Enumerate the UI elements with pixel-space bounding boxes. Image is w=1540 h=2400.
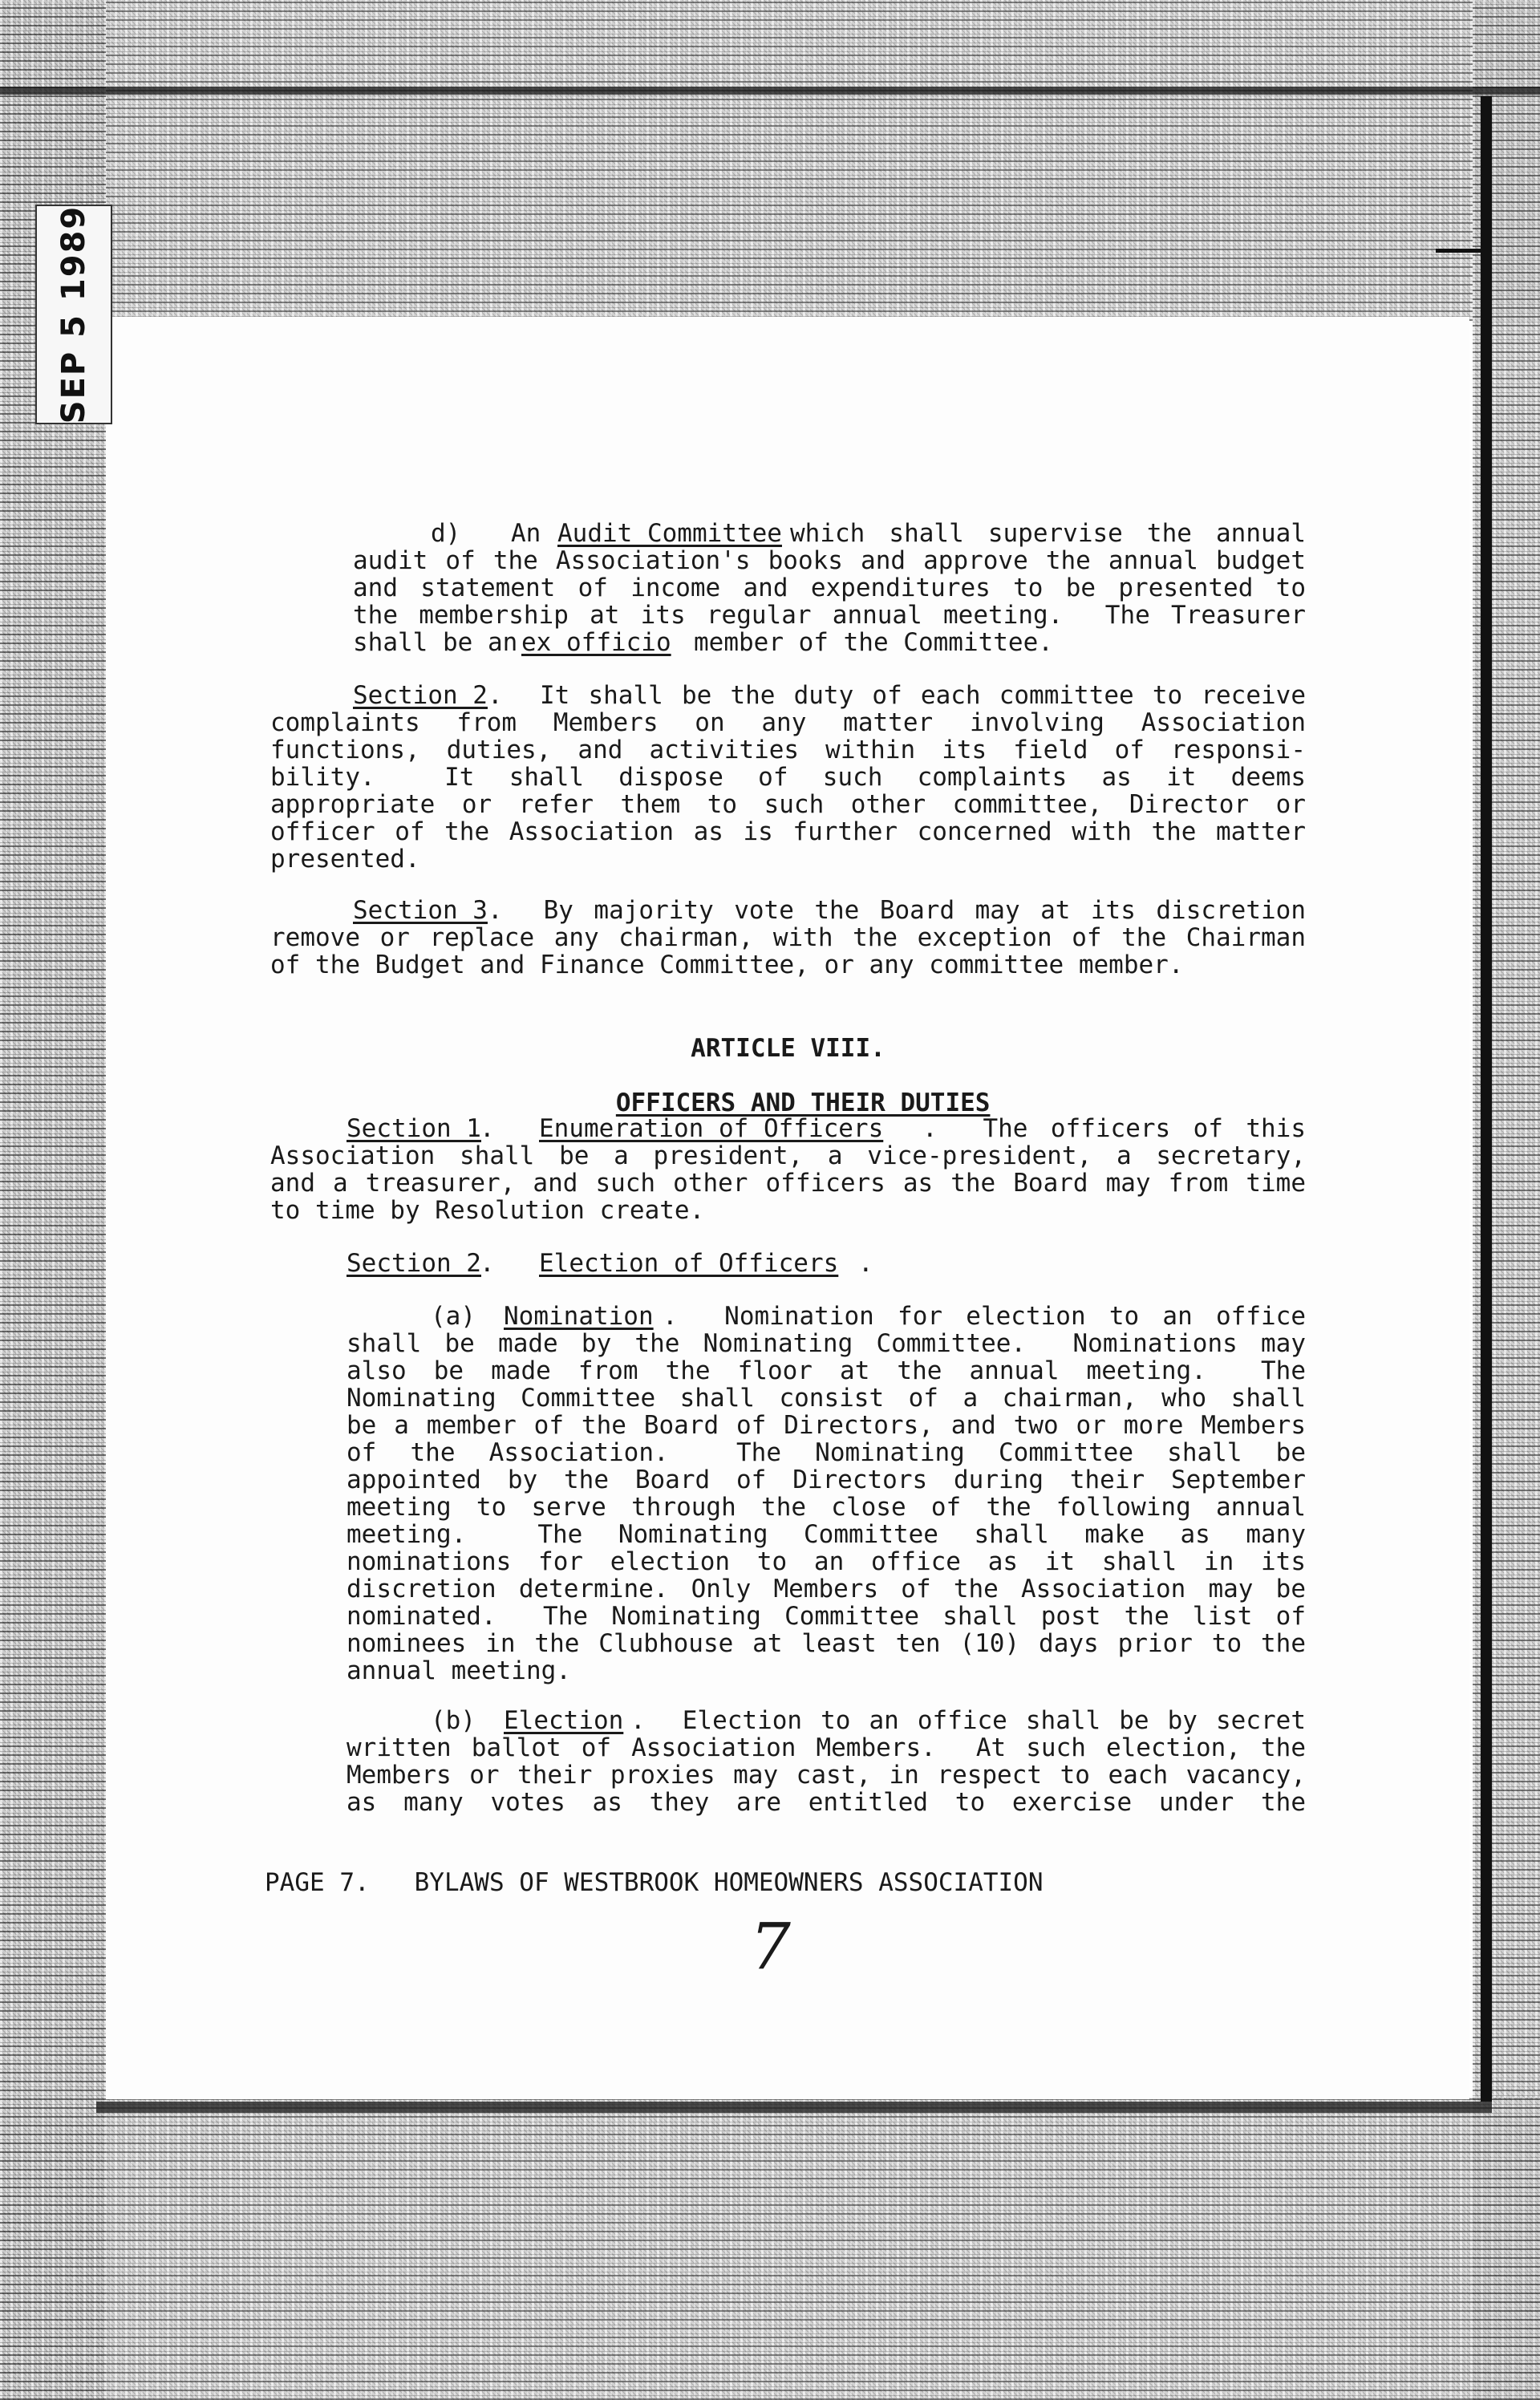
paragraph-line: annual meeting. (346, 1656, 571, 1685)
paragraph-d-term: Audit Committee (557, 519, 782, 548)
section-period: . (480, 1249, 495, 1278)
scan-noise-bottom (0, 2098, 1540, 2400)
article-number: ARTICLE VIII. (691, 1034, 886, 1063)
section-period: . (858, 1249, 873, 1278)
section-line: remove or replace any chairman, with the exception of the Chairman (270, 923, 1306, 952)
paragraph-line: Nominating Committee shall consist of a chairman, who shall (346, 1384, 1306, 1413)
paragraph-line: written ballot of Association Members. At such election, the (346, 1733, 1306, 1762)
paragraph-d-label: d) (431, 519, 461, 548)
paragraph-d-line: the membership at its regular annual meeting. The Treasurer (353, 601, 1306, 630)
scan-right-bar (1481, 96, 1492, 2102)
section-period: . (480, 1114, 495, 1143)
paragraph-line: nominated. The Nominating Committee shall post the list of (346, 1602, 1306, 1631)
section-line: bility. It shall dispose of such complaints as it deems (270, 763, 1306, 792)
section-line: officer of the Association as is further concerned with the matter (270, 817, 1306, 846)
paragraph-d-line: audit of the Association's books and approve the annual budget (353, 546, 1306, 575)
article-title-wrap (270, 1062, 1306, 1117)
section-line: to time by Resolution create. (270, 1196, 705, 1225)
date-stamp (35, 205, 112, 424)
section-line: presented. (270, 845, 420, 874)
paragraph-d-pre: An (511, 519, 541, 548)
section-line: functions, duties, and activities within its field of responsi- (270, 736, 1306, 764)
section-line: . It shall be the duty of each committee to receive (488, 681, 1306, 710)
paragraph-line: Members or their proxies may cast, in respect to each vacancy, (346, 1761, 1306, 1790)
section-heading: Section 2 (346, 1249, 481, 1278)
scan-bottom-line (96, 2102, 1492, 2113)
section-line: complaints from Members on any matter involving Association (270, 708, 1306, 737)
paragraph-line: nominees in the Clubhouse at least ten (10) days prior to the (346, 1629, 1306, 1658)
paragraph-line: nominations for election to an office as it shall in its (346, 1547, 1306, 1576)
page-footer: PAGE 7. BYLAWS OF WESTBROOK HOMEOWNERS ASSOCIATION (265, 1868, 1044, 1897)
section-line: and a treasurer, and such other officers as the Board may from time (270, 1169, 1306, 1198)
paragraph-d-line: and statement of income and expenditures to be presented to (353, 574, 1306, 602)
paragraph-label: (b) (431, 1706, 476, 1735)
paragraph-line: shall be made by the Nominating Committee. Nominations may (346, 1329, 1306, 1358)
paragraph-line: discretion determine. Only Members of the Association may be (346, 1575, 1306, 1603)
section-line: . The officers of this (922, 1114, 1306, 1143)
paragraph-term: Election (504, 1706, 624, 1735)
paragraph-line: . Election to an office shall be by secret (630, 1706, 1306, 1735)
section-line: appropriate or refer them to such other committee, Director or (270, 790, 1306, 819)
paragraph-line: also be made from the floor at the annual meeting. The (346, 1356, 1306, 1385)
paragraph-d-last-post: member of the Committee. (694, 628, 1053, 657)
section-subheading: Enumeration of Officers (539, 1114, 884, 1143)
paragraph-term: Nomination (504, 1302, 654, 1331)
handwritten-page-number: 7 (750, 1909, 791, 1984)
scan-noise-top (0, 0, 1540, 321)
section-line: . By majority vote the Board may at its discretion (488, 896, 1306, 925)
paragraph-line: meeting. The Nominating Committee shall make as many (346, 1520, 1306, 1549)
paragraph-line: appointed by the Board of Directors during their September (346, 1466, 1306, 1494)
article-title: OFFICERS AND THEIR DUTIES (615, 1089, 991, 1117)
paragraph-label: (a) (431, 1302, 476, 1331)
scan-top-line (0, 87, 1540, 95)
paragraph-d-rest: which shall supervise the annual (790, 519, 1306, 548)
section-heading: Section 1 (346, 1114, 481, 1143)
section-heading: Section 3 (353, 896, 488, 925)
section-line: Association shall be a president, a vice-president, a secretary, (270, 1141, 1306, 1170)
section-subheading: Election of Officers (539, 1249, 839, 1278)
paragraph-line: of the Association. The Nominating Committee shall be (346, 1438, 1306, 1467)
date-stamp-text: SEP 5 1989 (55, 205, 92, 424)
paragraph-line: . Nomination for election to an office (663, 1302, 1306, 1331)
paragraph-line: meeting to serve through the close of the following annual (346, 1493, 1306, 1522)
section-heading: Section 2 (353, 681, 488, 710)
paragraph-d-ex-officio: ex officio (521, 628, 671, 657)
section-line: of the Budget and Finance Committee, or any committee member. (270, 951, 1184, 979)
paragraph-d-last-pre: shall be an (353, 628, 518, 657)
paragraph-line: as many votes as they are entitled to exercise under the (346, 1788, 1306, 1817)
scan-right-mark (1436, 249, 1492, 253)
paragraph-line: be a member of the Board of Directors, and two or more Members (346, 1411, 1306, 1440)
